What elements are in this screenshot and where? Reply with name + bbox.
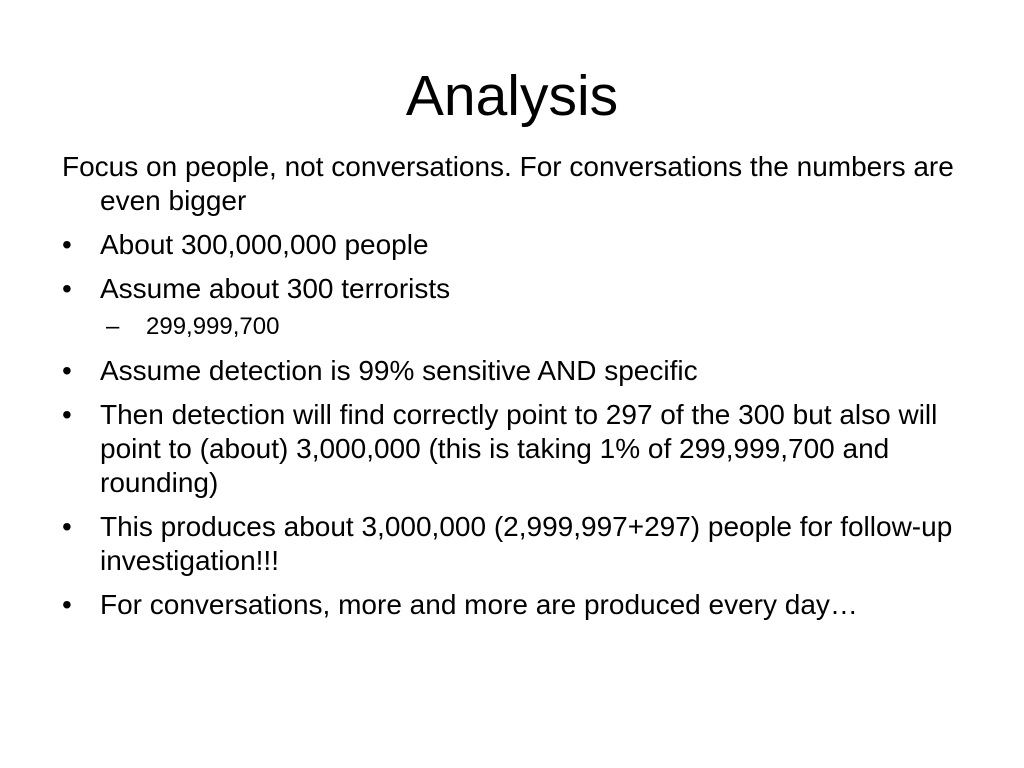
sub-bullet-text: 299,999,700 (146, 313, 280, 340)
bullet-text: Assume about 300 terrorists (100, 273, 451, 304)
dash-icon: – (106, 313, 120, 340)
bullet-text: Then detection will find correctly point to 297 of the 300 but also will point to (about) 3,000,000 (this is taking 1% of 299,999,700 and rounding) (100, 399, 938, 498)
bullet-text: This produces about 3,000,000 (2,999,997+297) people for follow-up investigation!!! (100, 511, 953, 576)
bullet-icon: • (62, 273, 72, 304)
slide-body (62, 150, 982, 632)
sub-bullet-item (62, 312, 982, 342)
bullet-icon: • (62, 355, 72, 386)
bullet-item (62, 510, 982, 578)
bullet-icon: • (62, 229, 72, 260)
bullet-item (62, 398, 982, 500)
bullet-icon: • (62, 511, 72, 542)
bullet-icon: • (62, 399, 72, 430)
bullet-item (62, 588, 982, 622)
bullet-item (62, 272, 982, 306)
slide-title: Analysis (405, 64, 619, 128)
bullet-item (62, 354, 982, 388)
intro-paragraph: Focus on people, not conversations. For conversations the numbers are even bigger (62, 151, 954, 216)
bullet-text: About 300,000,000 people (100, 229, 429, 260)
bullet-text: Assume detection is 99% sensitive AND specific (100, 355, 698, 386)
bullet-text: For conversations, more and more are produced every day… (100, 589, 858, 620)
bullet-icon: • (62, 589, 72, 620)
bullet-item (62, 228, 982, 262)
